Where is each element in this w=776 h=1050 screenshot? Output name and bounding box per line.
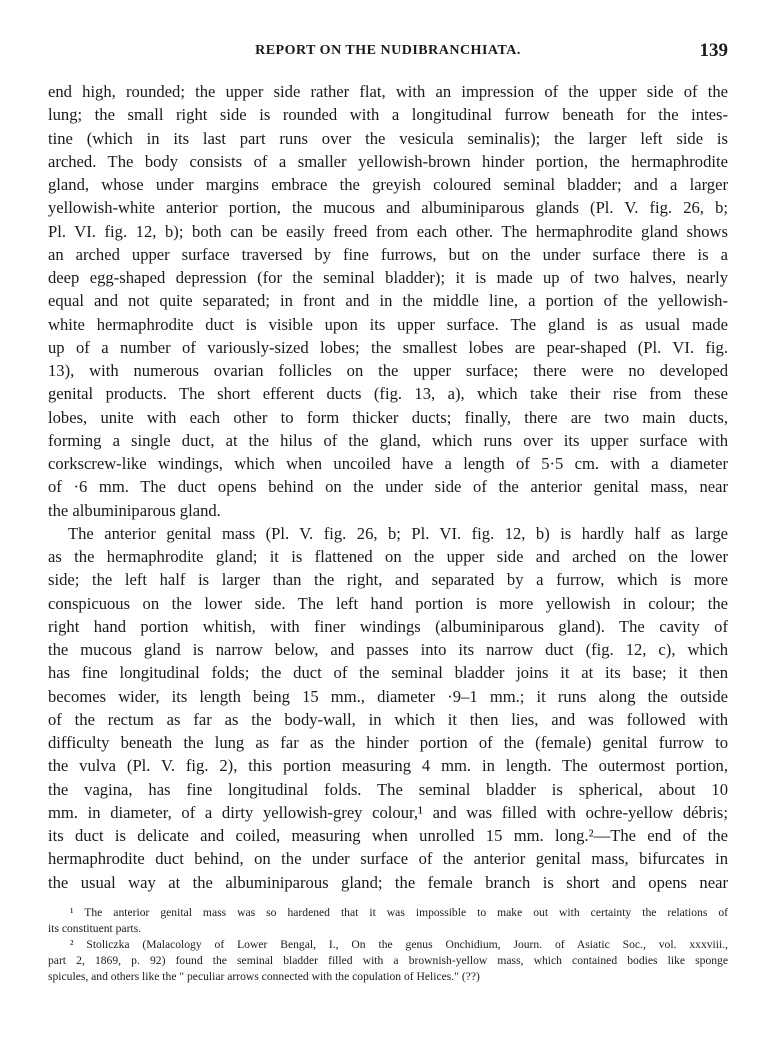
body-line: forming a single duct, at the hilus of the gland, which runs over its upper surface with bbox=[48, 430, 728, 450]
body-text bbox=[48, 80, 728, 894]
body-line: has fine longitudinal folds; the duct of the seminal bladder joins it at its base; it then bbox=[48, 663, 728, 683]
body-line: its duct is delicate and coiled, measuring when unrolled 15 mm. long.²—The end of the bbox=[48, 826, 728, 845]
body-line: genital products. The short efferent ducts (fig. 13, a), which take their rise from these bbox=[48, 384, 728, 404]
body-line: of the rectum as far as the body-wall, in which it then lies, and was followed with bbox=[48, 709, 728, 729]
body-line: mm. in diameter, of a dirty yellowish-grey colour,¹ and was filled with ochre-yellow débris; bbox=[48, 802, 728, 822]
footnote-line: part 2, 1869, p. 92) found the seminal bladder filled with a brownish-yellow mass, which contained bodies like sponge bbox=[48, 954, 728, 967]
footnote-line: ² Stoliczka (Malacology of Lower Bengal, I., On the genus Onchidium, Journ. of Asiatic Soc., vol. xxxviii., bbox=[70, 938, 728, 951]
body-line: hermaphrodite duct behind, on the under surface of the anterior genital mass, bifurcates in bbox=[48, 849, 728, 869]
body-line: the albuminiparous gland. bbox=[48, 500, 221, 520]
body-line: the vagina, has fine longitudinal folds. The seminal bladder is spherical, about 10 bbox=[48, 779, 728, 799]
body-line: becomes wider, its length being 15 mm., diameter ·9–1 mm.; it runs along the outside bbox=[48, 686, 728, 706]
body-line: an arched upper surface traversed by fine furrows, but on the under surface there is a bbox=[48, 244, 728, 264]
footnote-line: ¹ The anterior genital mass was so hardened that it was impossible to make out with certainty the relations of bbox=[70, 906, 728, 919]
body-line: the mucous gland is narrow below, and passes into its narrow duct (fig. 12, c), which bbox=[48, 640, 728, 659]
body-line: the vulva (Pl. V. fig. 2), this portion measuring 4 mm. in length. The outermost portion, bbox=[48, 756, 728, 776]
body-line: of ·6 mm. The duct opens behind on the under side of the anterior genital mass, near bbox=[48, 477, 728, 497]
body-line: up of a number of variously-sized lobes; the smallest lobes are pear-shaped (Pl. VI. fig. bbox=[48, 337, 728, 357]
body-line: 13), with numerous ovarian follicles on the upper surface; there were no developed bbox=[48, 361, 728, 380]
running-title: REPORT ON THE NUDIBRANCHIATA. bbox=[255, 43, 521, 58]
body-line: arched. The body consists of a smaller yellowish-brown hinder portion, the hermaphrodite bbox=[48, 151, 728, 171]
body-line: yellowish-white anterior portion, the mucous and albuminiparous glands (Pl. V. fig. 26, b; bbox=[48, 198, 728, 218]
body-line: as the hermaphrodite gland; it is flattened on the upper side and arched on the lower bbox=[48, 547, 728, 566]
body-line: conspicuous on the lower side. The left hand portion is more yellowish in colour; the bbox=[48, 593, 728, 613]
running-head bbox=[48, 40, 728, 64]
body-line: lung; the small right side is rounded with a longitudinal furrow beneath for the intes- bbox=[48, 105, 728, 125]
footnote-line: its constituent parts. bbox=[48, 922, 142, 935]
body-line: side; the left half is larger than the right, and separated by a furrow, which is more bbox=[48, 570, 728, 590]
body-line: lobes, unite with each other to form thicker ducts; finally, there are two main ducts, bbox=[48, 407, 728, 427]
body-line: end high, rounded; the upper side rather flat, with an impression of the upper side of the bbox=[48, 82, 728, 101]
body-line: The anterior genital mass (Pl. V. fig. 26, b; Pl. VI. fig. 12, b) is hardly half as large bbox=[68, 523, 728, 543]
body-line: equal and not quite separated; in front and in the middle line, a portion of the yellowish- bbox=[48, 291, 728, 311]
body-line: the usual way at the albuminiparous gland; the female branch is short and opens near bbox=[48, 872, 728, 892]
body-line: corkscrew-like windings, which when uncoiled have a length of 5·5 cm. with a diameter bbox=[48, 454, 728, 473]
body-line: deep egg-shaped depression (for the seminal bladder); it is made up of two halves, nearly bbox=[48, 268, 728, 287]
page-number: 139 bbox=[699, 40, 728, 61]
footnote-line: spicules, and others like the " peculiar arrows connected with the copulation of Helices." (??) bbox=[48, 970, 480, 983]
body-line: Pl. VI. fig. 12, b); both can be easily freed from each other. The hermaphrodite gland shows bbox=[48, 221, 728, 241]
footnotes bbox=[48, 905, 728, 985]
body-line: gland, whose under margins embrace the greyish coloured seminal bladder; and a larger bbox=[48, 175, 728, 194]
body-line: white hermaphrodite duct is visible upon its upper surface. The gland is as usual made bbox=[48, 314, 728, 334]
body-line: tine (which in its last part runs over the vesicula seminalis); the larger left side is bbox=[48, 128, 728, 148]
body-line: right hand portion whitish, with finer windings (albuminiparous gland). The cavity of bbox=[48, 616, 728, 636]
body-line: difficulty beneath the lung as far as the hinder portion of the (female) genital furrow to bbox=[48, 733, 728, 752]
